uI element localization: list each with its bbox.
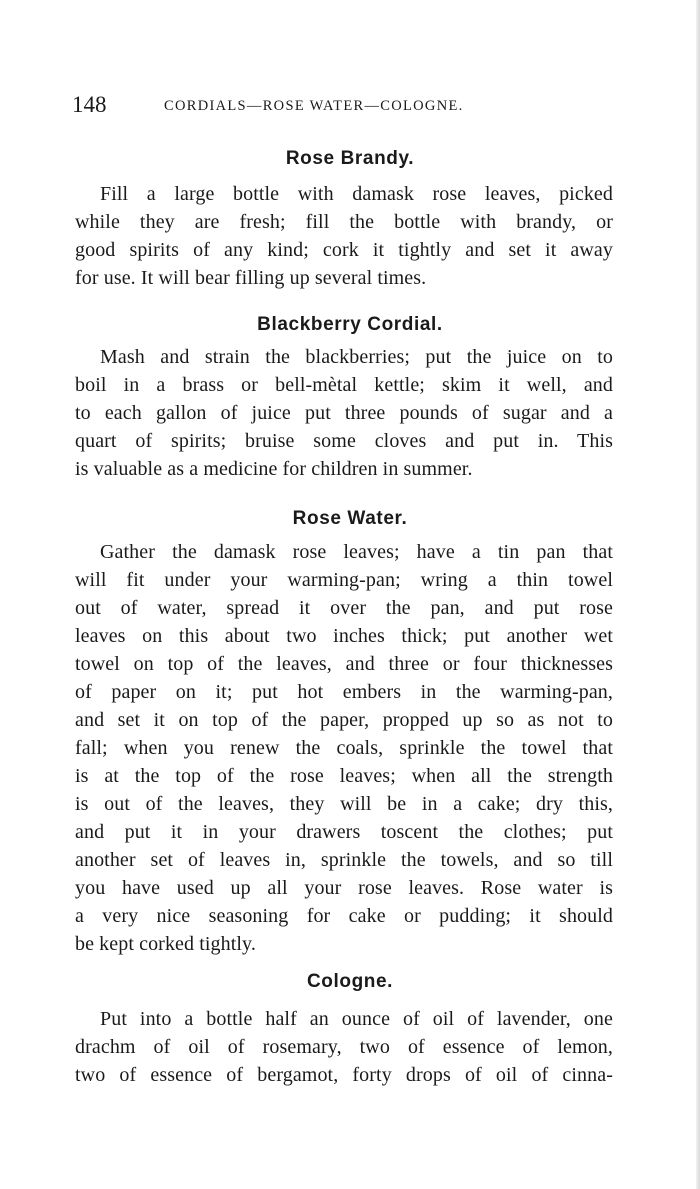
section-body-rose-water <box>75 538 613 958</box>
section-body-rose-brandy <box>75 180 613 292</box>
text-line: out of water, spread it over the pan, and put rose <box>75 597 613 619</box>
section-heading-blackberry-cordial: Blackberry Cordial. <box>257 314 443 335</box>
running-head <box>72 92 612 122</box>
text-line: boil in a brass or bell-mètal kettle; skim it well, and <box>75 374 613 396</box>
section-heading-rose-water: Rose Water. <box>292 508 408 529</box>
text-line: Mash and strain the blackberries; put the juice on to <box>100 346 613 368</box>
text-line: drachm of oil of rosemary, two of essence of lemon, <box>75 1036 613 1058</box>
text-line: good spirits of any kind; cork it tightly and set it away <box>75 239 613 261</box>
text-line: to each gallon of juice put three pounds of sugar and a <box>75 402 613 424</box>
section-heading-rose-brandy: Rose Brandy. <box>285 148 415 169</box>
page-number: 148 <box>72 92 107 117</box>
text-line: and put it in your drawers toscent the clothes; put <box>75 821 613 843</box>
text-line: is valuable as a medicine for children in summer. <box>75 458 473 480</box>
section-body-blackberry-cordial <box>75 343 613 483</box>
text-line: will fit under your warming-pan; wring a thin towel <box>75 569 613 591</box>
text-line: is at the top of the rose leaves; when all the strength <box>75 765 613 787</box>
text-line: towel on top of the leaves, and three or four thicknesses <box>75 653 613 675</box>
text-line: is out of the leaves, they will be in a cake; dry this, <box>75 793 613 815</box>
section-heading-cologne: Cologne. <box>306 971 394 992</box>
text-line: Gather the damask rose leaves; have a tin pan that <box>100 541 613 563</box>
page-edge <box>696 0 700 1189</box>
text-line: fall; when you renew the coals, sprinkle the towel that <box>75 737 613 759</box>
text-line: of paper on it; put hot embers in the warming-pan, <box>75 681 613 703</box>
text-line: Fill a large bottle with damask rose leaves, picked <box>100 183 613 205</box>
section-body-cologne <box>75 1005 613 1089</box>
running-head-title: CORDIALS—ROSE WATER—COLOGNE. <box>164 98 464 114</box>
text-line: while they are fresh; fill the bottle with brandy, or <box>75 211 613 233</box>
text-line: leaves on this about two inches thick; put another wet <box>75 625 613 647</box>
text-line: for use. It will bear filling up several times. <box>75 267 427 289</box>
text-line: two of essence of bergamot, forty drops of oil of cinna- <box>75 1064 613 1086</box>
text-line: quart of spirits; bruise some cloves and put in. This <box>75 430 613 452</box>
text-line: you have used up all your rose leaves. Rose water is <box>75 877 613 899</box>
text-line: be kept corked tightly. <box>75 933 256 955</box>
text-line: and set it on top of the paper, propped up so as not to <box>75 709 613 731</box>
text-line: a very nice seasoning for cake or pudding; it should <box>75 905 613 927</box>
text-line: another set of leaves in, sprinkle the towels, and so till <box>75 849 613 871</box>
text-line: Put into a bottle half an ounce of oil of lavender, one <box>100 1008 613 1030</box>
